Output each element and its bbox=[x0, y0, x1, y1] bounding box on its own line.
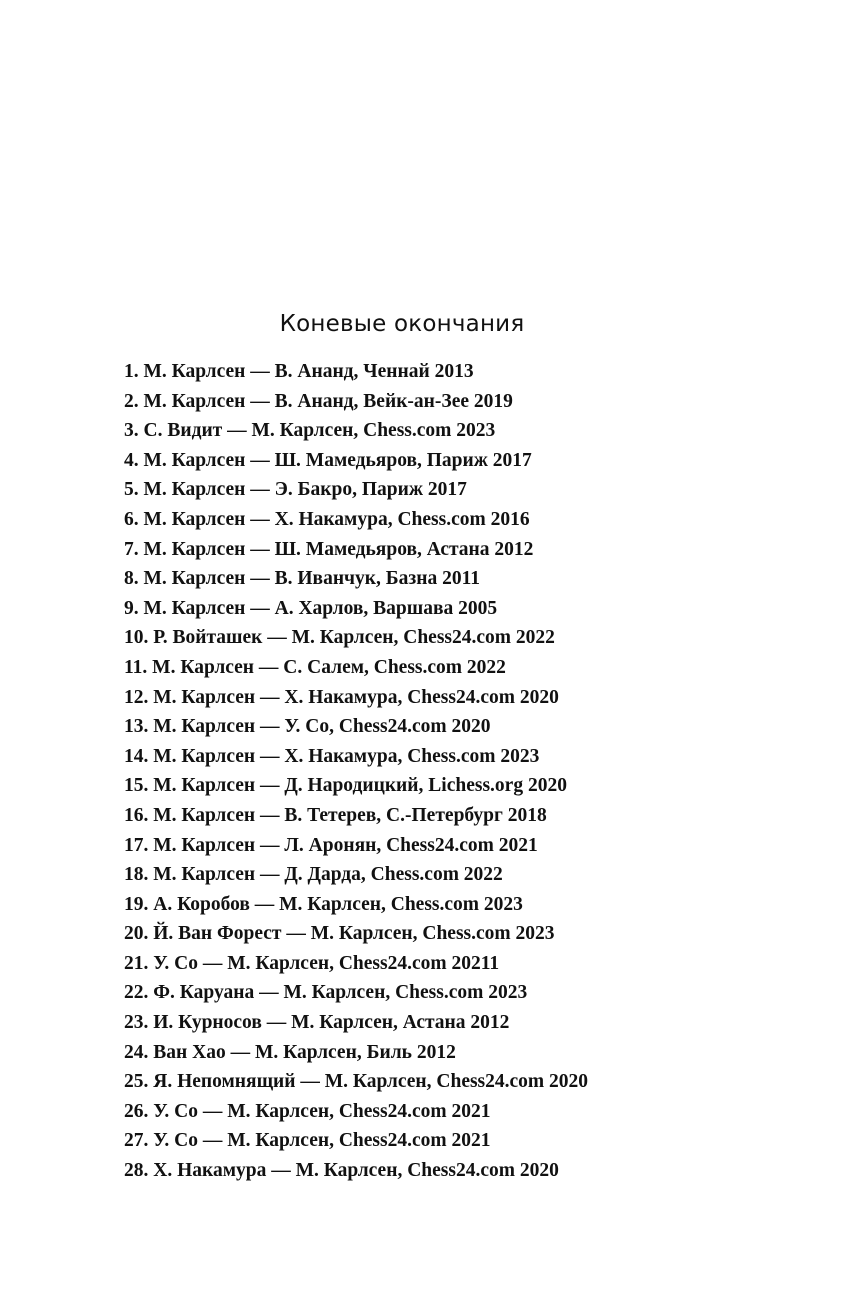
game-entry: 10. Р. Войташек — М. Карлсен, Chess24.com 2022 bbox=[124, 627, 555, 649]
game-entry: 18. М. Карлсен — Д. Дарда, Chess.com 2022 bbox=[124, 864, 503, 886]
game-entry: 21. У. Со — М. Карлсен, Chess24.com 20211 bbox=[124, 952, 500, 974]
game-entry: 5. М. Карлсен — Э. Бакро, Париж 2017 bbox=[124, 479, 467, 501]
game-entry: 4. М. Карлсен — Ш. Мамедьяров, Париж 2017 bbox=[124, 449, 532, 471]
game-entry: 2. М. Карлсен — В. Ананд, Вейк-ан-Зее 2019 bbox=[124, 390, 513, 412]
game-entry: 15. М. Карлсен — Д. Народицкий, Lichess.org 2020 bbox=[124, 775, 567, 797]
game-entry: 25. Я. Непомнящий — М. Карлсен, Chess24.com 2020 bbox=[124, 1071, 589, 1093]
game-entry: 8. М. Карлсен — В. Иванчук, Базна 2011 bbox=[124, 568, 481, 590]
game-entry: 9. М. Карлсен — А. Харлов, Варшава 2005 bbox=[124, 597, 498, 619]
game-entry: 24. Ван Хао — М. Карлсен, Биль 2012 bbox=[124, 1041, 456, 1063]
game-entry: 16. М. Карлсен — В. Тетерев, С.-Петербург 2018 bbox=[124, 804, 547, 826]
game-entry: 27. У. Со — М. Карлсен, Chess24.com 2021 bbox=[124, 1130, 491, 1152]
game-entry: 7. М. Карлсен — Ш. Мамедьяров, Астана 2012 bbox=[124, 538, 534, 560]
game-entry: 17. М. Карлсен — Л. Аронян, Chess24.com 2021 bbox=[124, 834, 538, 856]
game-entry: 11. М. Карлсен — С. Салем, Chess.com 2022 bbox=[124, 656, 506, 678]
game-entry: 23. И. Курносов — М. Карлсен, Астана 2012 bbox=[124, 1012, 510, 1034]
game-entry: 19. А. Коробов — М. Карлсен, Chess.com 2023 bbox=[124, 893, 523, 915]
game-entry: 1. М. Карлсен — В. Ананд, Ченнай 2013 bbox=[124, 361, 474, 382]
game-entry: 6. М. Карлсен — Х. Накамура, Chess.com 2016 bbox=[124, 508, 530, 530]
section-title: Коневые окончания bbox=[279, 311, 525, 338]
game-entry: 14. М. Карлсен — Х. Накамура, Chess.com 2023 bbox=[124, 745, 540, 767]
game-entry: 20. Й. Ван Форест — М. Карлсен, Chess.com 2023 bbox=[124, 923, 555, 945]
game-entry: 22. Ф. Каруана — М. Карлсен, Chess.com 2023 bbox=[124, 982, 528, 1004]
game-entry: 13. М. Карлсен — У. Со, Chess24.com 2020 bbox=[124, 716, 491, 738]
game-entry: 3. С. Видит — М. Карлсен, Chess.com 2023 bbox=[124, 420, 496, 442]
game-entry: 26. У. Со — М. Карлсен, Chess24.com 2021 bbox=[124, 1100, 491, 1122]
games-list bbox=[124, 357, 588, 1186]
game-entry: 12. М. Карлсен — Х. Накамура, Chess24.com 2020 bbox=[124, 686, 559, 708]
game-entry: 28. Х. Накамура — М. Карлсен, Chess24.com 2020 bbox=[124, 1160, 559, 1182]
